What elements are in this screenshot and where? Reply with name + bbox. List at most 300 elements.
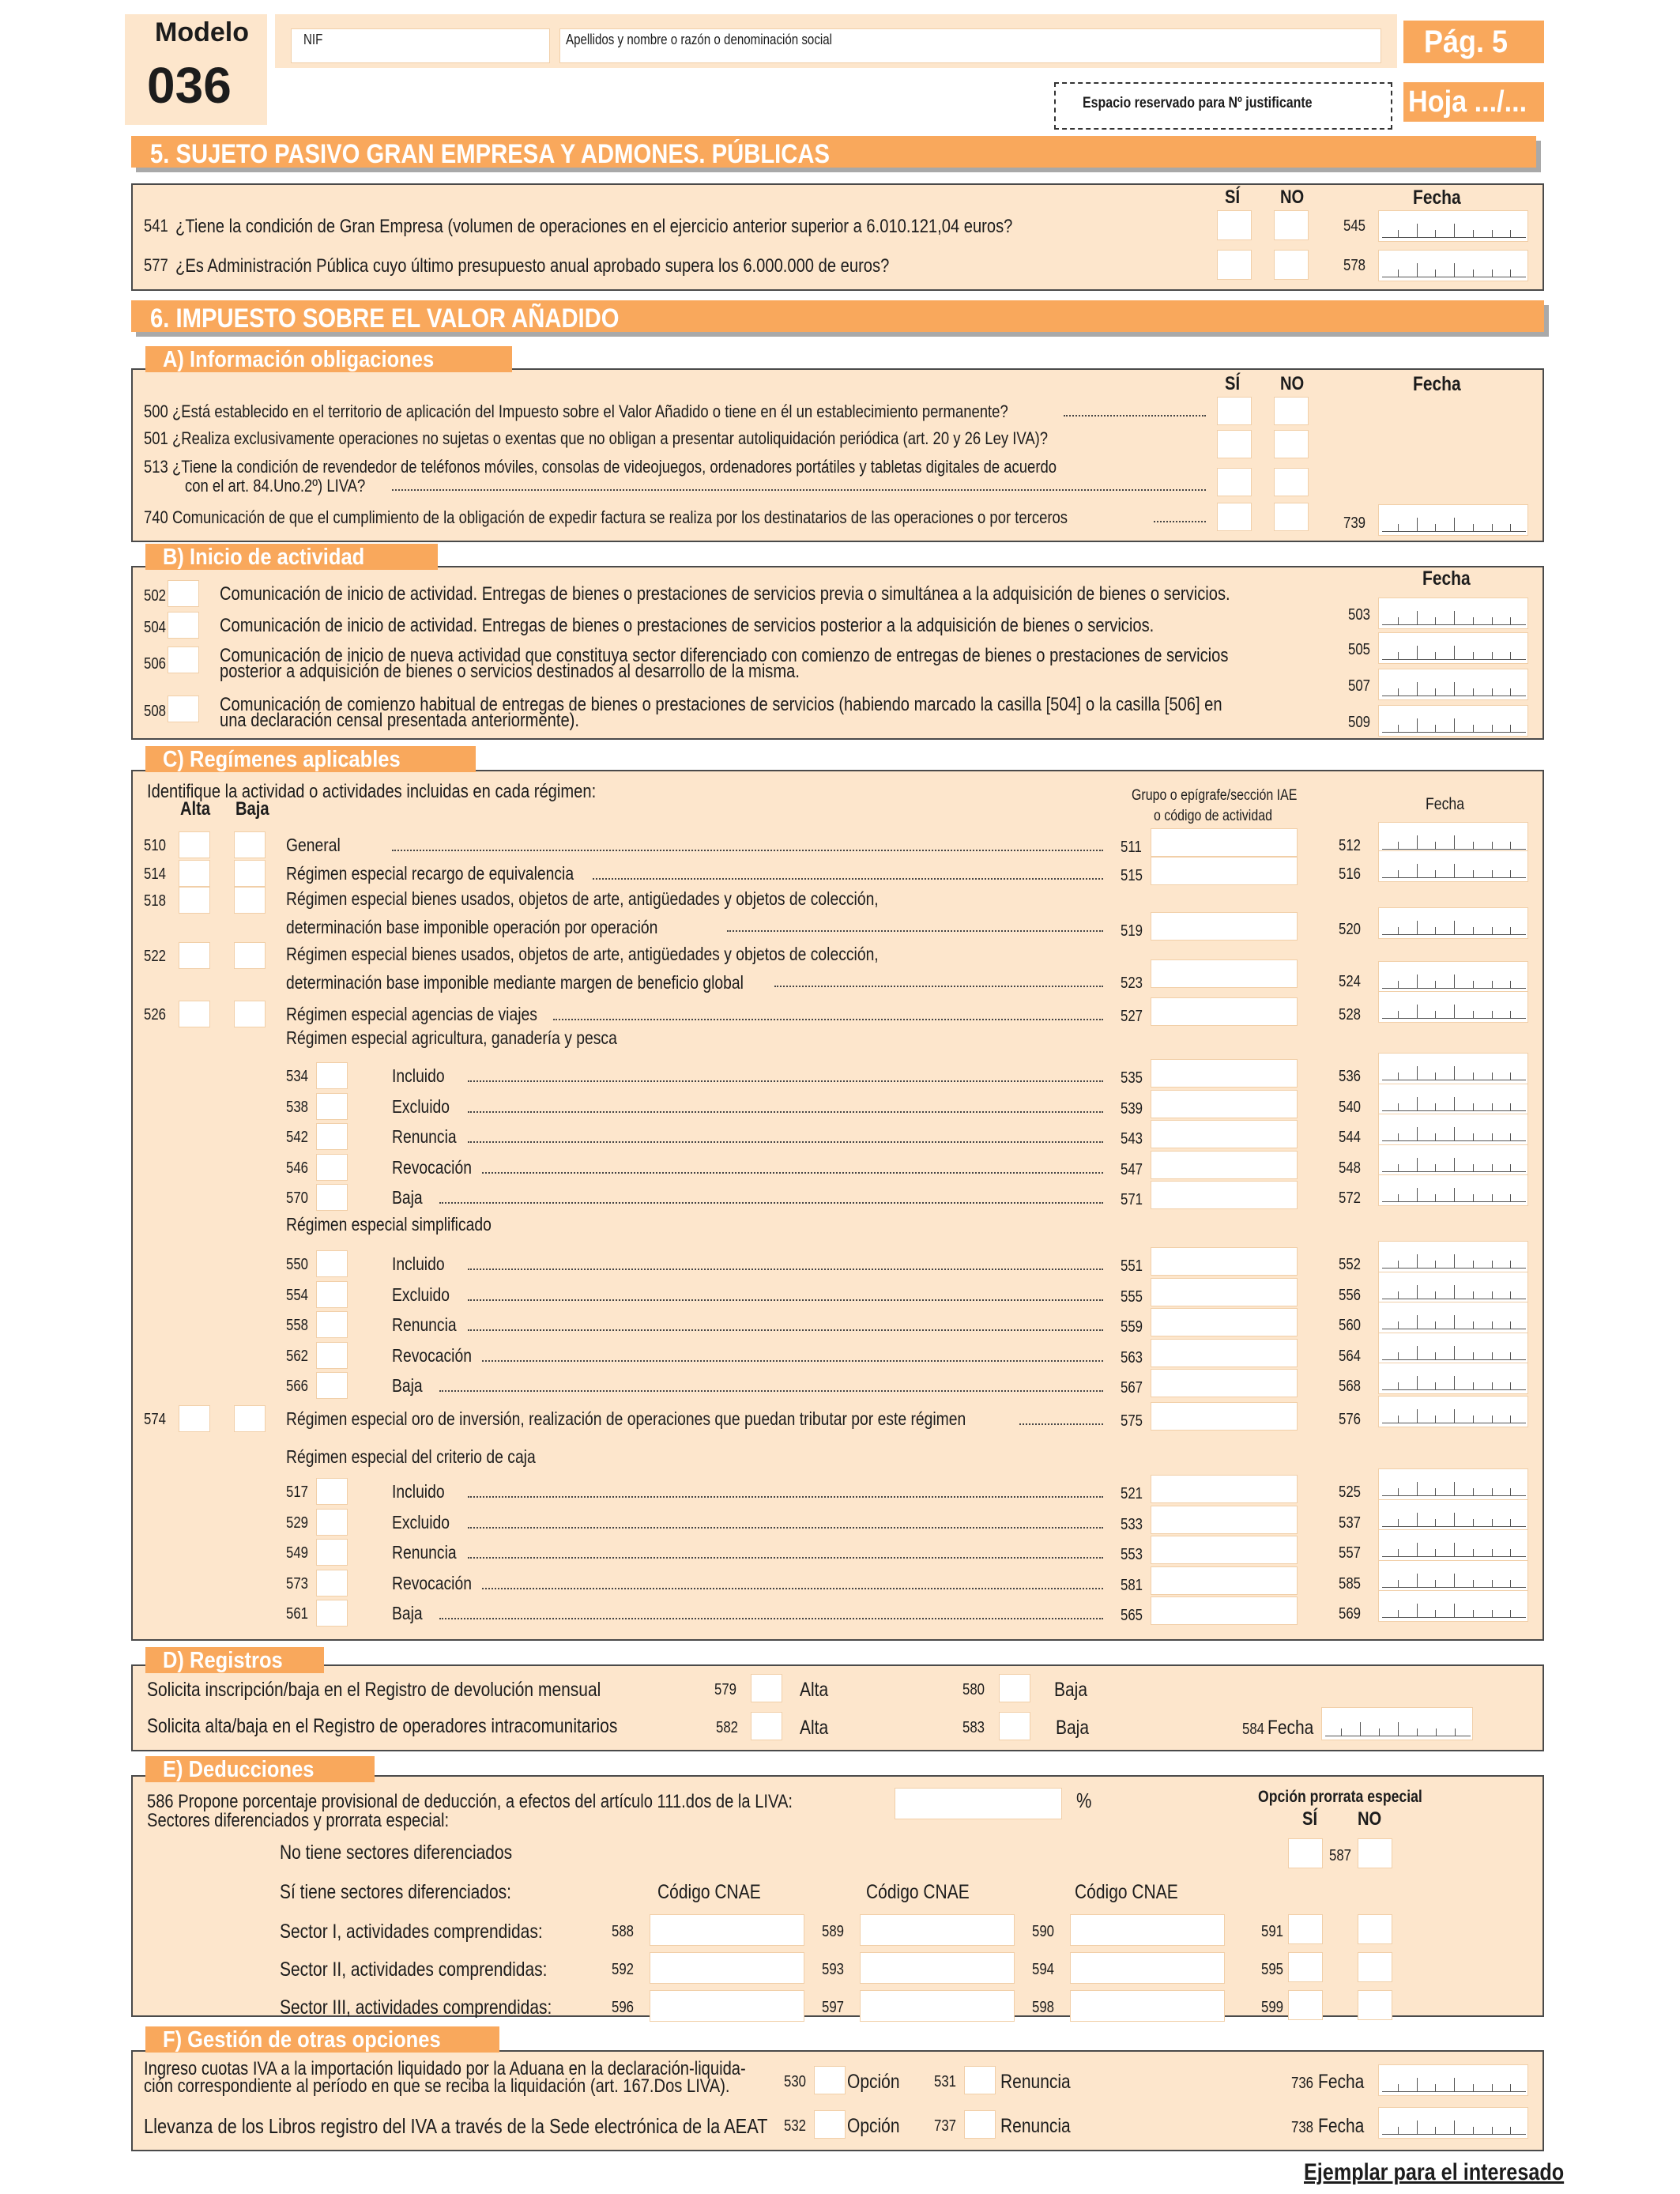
baja-checkbox-510[interactable] bbox=[234, 831, 266, 858]
code-519: 519 bbox=[1121, 922, 1143, 940]
si-tiene-sectores-label: Sí tiene sectores diferenciados: bbox=[280, 1881, 512, 1903]
porcentaje-deduccion-input[interactable] bbox=[895, 1788, 1062, 1819]
grupo-field-547[interactable] bbox=[1151, 1151, 1298, 1179]
code-583: 583 bbox=[962, 1719, 985, 1736]
sec5-row-text: ¿Es Administración Pública cuyo último presupuesto anual aprobado supera los 6.000.000 de euros? bbox=[175, 255, 890, 277]
prorrata-si-checkbox-591[interactable] bbox=[1288, 1914, 1323, 1944]
fecha-736-label: Fecha bbox=[1318, 2071, 1365, 2093]
grupo-field-581[interactable] bbox=[1151, 1566, 1298, 1595]
pag-label: Pág. 5 bbox=[1424, 25, 1509, 59]
question-500: 500 ¿Está establecido en el territorio de aplicación del Impuesto sobre el Valor Añadido o tiene en él un establecimiento permanente? bbox=[144, 401, 1008, 421]
checkbox-502[interactable] bbox=[168, 580, 199, 607]
q740-no-checkbox[interactable] bbox=[1274, 503, 1309, 531]
leader-dots bbox=[468, 1556, 1103, 1559]
code-599: 599 bbox=[1261, 1999, 1284, 2016]
leader-dots bbox=[482, 1171, 1103, 1174]
sec6a-no-label: NO bbox=[1280, 373, 1305, 394]
checkbox-531[interactable] bbox=[964, 2066, 996, 2094]
baja-label: Baja bbox=[1056, 1717, 1090, 1739]
section-6f-header: F) Gestión de otras opciones bbox=[145, 2026, 499, 2053]
regime-522-label: Régimen especial bienes usados, objetos de arte, antigüedades y objetos de colección, bbox=[286, 944, 879, 964]
libros-registro-label: Llevanza de los Libros registro del IVA a través de la Sede electrónica de la AEAT bbox=[144, 2114, 768, 2138]
prorrata-si-label: SÍ bbox=[1302, 1808, 1318, 1830]
sector-2-label: Sector II, actividades comprendidas: bbox=[280, 1958, 548, 1981]
alta-checkbox-510[interactable] bbox=[179, 831, 210, 858]
grupo-field-571[interactable] bbox=[1151, 1181, 1298, 1209]
leader-dots bbox=[593, 877, 1103, 880]
code-553: 553 bbox=[1121, 1546, 1143, 1563]
code-590: 590 bbox=[1032, 1923, 1055, 1940]
row-506-text-1: Comunicación de inicio de nueva actividad que constituya sector diferenciado con comienzo de entregas de bienes o prestaciones de servicios bbox=[220, 645, 1229, 666]
leader-dots bbox=[482, 1359, 1103, 1362]
row-508-text-2: una declaración censal presentada anteriormente). bbox=[220, 710, 580, 731]
date-field-540[interactable] bbox=[1378, 1084, 1528, 1115]
date-field-736[interactable] bbox=[1378, 2064, 1528, 2096]
sector-3-label: Sector III, actividades comprendidas: bbox=[280, 1996, 552, 2019]
code-560: 560 bbox=[1339, 1317, 1362, 1334]
code-738: 738 bbox=[1291, 2119, 1314, 2136]
regime-538-label: Excluido bbox=[392, 1096, 450, 1117]
regime-534-label: Incluido bbox=[392, 1065, 445, 1086]
checkbox-570[interactable] bbox=[316, 1184, 348, 1211]
date-field-569[interactable] bbox=[1378, 1590, 1528, 1622]
code-540: 540 bbox=[1339, 1099, 1362, 1116]
code-556: 556 bbox=[1339, 1287, 1362, 1304]
grupo-field-565[interactable] bbox=[1151, 1596, 1298, 1625]
q501-si-checkbox[interactable] bbox=[1217, 430, 1252, 458]
code-594: 594 bbox=[1032, 1961, 1055, 1978]
checkbox-573[interactable] bbox=[316, 1570, 348, 1596]
regime-573-label: Revocación bbox=[392, 1573, 472, 1593]
date-field-576[interactable] bbox=[1378, 1396, 1528, 1427]
prorrata-si-checkbox-595[interactable] bbox=[1288, 1952, 1323, 1982]
date-field-516[interactable] bbox=[1378, 850, 1528, 882]
alta-label: Alta bbox=[800, 1679, 829, 1701]
question-740: 740 Comunicación de que el cumplimiento de la obligación de expedir factura se realiza por los destinatarios de las operaciones o por terceros bbox=[144, 507, 1068, 527]
nif-label: NIF bbox=[303, 32, 323, 47]
modelo-label: Modelo bbox=[155, 17, 249, 47]
checkbox-538[interactable] bbox=[316, 1093, 348, 1120]
checkbox-508[interactable] bbox=[168, 696, 199, 722]
gran-empresa-si-checkbox[interactable] bbox=[1217, 210, 1252, 240]
criterio-caja-title: Régimen especial del criterio de caja bbox=[286, 1446, 536, 1467]
regime-574-label: Régimen especial oro de inversión, realización de operaciones que puedan tributar por este régimen bbox=[286, 1408, 966, 1429]
code-589: 589 bbox=[822, 1923, 845, 1940]
checkbox-550[interactable] bbox=[316, 1250, 348, 1277]
row-508-text-1: Comunicación de comienzo habitual de entregas de bienes o prestaciones de servicios (habiendo marcado la casilla [504] o la casilla [506] en bbox=[220, 694, 1222, 715]
date-field-503[interactable] bbox=[1378, 598, 1528, 629]
code-561: 561 bbox=[286, 1605, 309, 1623]
simplificado-title: Régimen especial simplificado bbox=[286, 1214, 492, 1235]
c-fecha-label: Fecha bbox=[1426, 795, 1465, 813]
cnae-field-592[interactable] bbox=[650, 1952, 804, 1984]
cnae-field-593[interactable] bbox=[860, 1952, 1015, 1984]
code-597: 597 bbox=[822, 1999, 845, 2016]
code-527: 527 bbox=[1121, 1008, 1143, 1025]
date-field-537[interactable] bbox=[1378, 1499, 1528, 1531]
alta-checkbox-518[interactable] bbox=[179, 887, 210, 914]
code-520: 520 bbox=[1339, 921, 1362, 938]
grupo-field-575[interactable] bbox=[1151, 1402, 1298, 1431]
cnae-field-594[interactable] bbox=[1070, 1952, 1225, 1984]
cnae-field-597[interactable] bbox=[860, 1990, 1015, 2022]
question-513-line2: con el art. 84.Uno.2º) LIVA? bbox=[185, 476, 366, 496]
baja-column-label: Baja bbox=[235, 798, 269, 820]
date-field-536[interactable] bbox=[1378, 1053, 1528, 1084]
date-field-524[interactable] bbox=[1378, 961, 1528, 993]
checkbox-579[interactable] bbox=[751, 1674, 782, 1702]
code-503: 503 bbox=[1348, 606, 1371, 624]
grupo-field-551[interactable] bbox=[1151, 1247, 1298, 1276]
baja-checkbox-514[interactable] bbox=[234, 860, 266, 887]
admon-publica-si-checkbox[interactable] bbox=[1217, 250, 1252, 280]
code-507: 507 bbox=[1348, 677, 1371, 695]
regime-514-label: Régimen especial recargo de equivalencia bbox=[286, 863, 574, 884]
q500-si-checkbox[interactable] bbox=[1217, 397, 1252, 425]
grupo-field-523[interactable] bbox=[1151, 959, 1298, 988]
code-581: 581 bbox=[1121, 1577, 1143, 1594]
code-542: 542 bbox=[286, 1129, 309, 1146]
code-506: 506 bbox=[144, 655, 167, 673]
cnae-field-596[interactable] bbox=[650, 1990, 804, 2022]
date-field-528[interactable] bbox=[1378, 991, 1528, 1023]
code-549: 549 bbox=[286, 1544, 309, 1562]
checkbox-558[interactable] bbox=[316, 1311, 348, 1338]
code-587: 587 bbox=[1329, 1847, 1352, 1864]
date-field-505[interactable] bbox=[1378, 632, 1528, 664]
code-545: 545 bbox=[1343, 217, 1366, 235]
checkbox-529[interactable] bbox=[316, 1509, 348, 1536]
row-502-text: Comunicación de inicio de actividad. Entregas de bienes o prestaciones de servicios previa o simultánea a la adquisición de bienes o servicios. bbox=[220, 583, 1230, 605]
alta-checkbox-574[interactable] bbox=[179, 1405, 210, 1432]
code-536: 536 bbox=[1339, 1068, 1362, 1085]
code-584: 584 bbox=[1242, 1721, 1265, 1738]
code-529: 529 bbox=[286, 1514, 309, 1532]
no-tiene-sectores-label: No tiene sectores diferenciados bbox=[280, 1842, 513, 1864]
regime-558-label: Renuncia bbox=[392, 1314, 457, 1335]
row-504-text: Comunicación de inicio de actividad. Entregas de bienes o prestaciones de servicios posterior a la adquisición de bienes o servicios. bbox=[220, 615, 1155, 636]
date-field-585[interactable] bbox=[1378, 1560, 1528, 1592]
leader-dots bbox=[468, 1329, 1103, 1331]
regime-517-label: Incluido bbox=[392, 1481, 445, 1502]
code-512: 512 bbox=[1339, 837, 1362, 854]
code-532: 532 bbox=[784, 2117, 807, 2135]
grupo-field-539[interactable] bbox=[1151, 1090, 1298, 1118]
q513-si-checkbox[interactable] bbox=[1217, 468, 1252, 496]
regime-554-label: Excluido bbox=[392, 1284, 450, 1305]
q500-no-checkbox[interactable] bbox=[1274, 397, 1309, 425]
checkbox-549[interactable] bbox=[316, 1539, 348, 1566]
checkbox-583[interactable] bbox=[999, 1712, 1030, 1740]
code-552: 552 bbox=[1339, 1256, 1362, 1273]
leader-dots bbox=[439, 1617, 1103, 1619]
grupo-field-511[interactable] bbox=[1151, 828, 1298, 857]
date-field-739[interactable] bbox=[1378, 504, 1528, 536]
modelo-number: 036 bbox=[147, 57, 232, 114]
code-508: 508 bbox=[144, 703, 167, 720]
no-tiene-sectores-checkbox[interactable] bbox=[1288, 1838, 1323, 1868]
checkbox-554[interactable] bbox=[316, 1281, 348, 1308]
code-563: 563 bbox=[1121, 1349, 1143, 1367]
date-field-509[interactable] bbox=[1378, 705, 1528, 737]
hoja-label: Hoja .../... bbox=[1408, 85, 1527, 119]
code-548: 548 bbox=[1339, 1159, 1362, 1177]
code-562: 562 bbox=[286, 1348, 309, 1365]
code-514: 514 bbox=[144, 865, 167, 883]
leader-dots bbox=[392, 849, 1103, 851]
code-505: 505 bbox=[1348, 641, 1371, 658]
code-526: 526 bbox=[144, 1006, 167, 1023]
code-504: 504 bbox=[144, 619, 167, 636]
code-592: 592 bbox=[612, 1961, 635, 1978]
code-558: 558 bbox=[286, 1317, 309, 1334]
leader-dots bbox=[553, 1018, 1103, 1020]
date-field-572[interactable] bbox=[1378, 1174, 1528, 1206]
grupo-field-567[interactable] bbox=[1151, 1369, 1298, 1397]
sectores-label: Sectores diferenciados y prorrata especial: bbox=[147, 1810, 450, 1831]
code-539: 539 bbox=[1121, 1100, 1143, 1118]
section-6e-header: E) Deducciones bbox=[145, 1756, 375, 1782]
sector-1-label: Sector I, actividades comprendidas: bbox=[280, 1921, 543, 1943]
checkbox-737[interactable] bbox=[964, 2110, 996, 2139]
regime-570-label: Baja bbox=[392, 1187, 423, 1208]
question-513-line1: 513 ¿Tiene la condición de revendedor de teléfonos móviles, consolas de videojuegos, ordenadores portátiles y tabletas digitales de acuerdo bbox=[144, 457, 1057, 477]
code-538: 538 bbox=[286, 1099, 309, 1116]
section-6b-header: B) Inicio de actividad bbox=[145, 544, 438, 570]
grupo-field-559[interactable] bbox=[1151, 1308, 1298, 1336]
checkbox-562[interactable] bbox=[316, 1342, 348, 1369]
cnae-field-590[interactable] bbox=[1070, 1914, 1225, 1946]
date-field-548[interactable] bbox=[1378, 1144, 1528, 1176]
grupo-field-533[interactable] bbox=[1151, 1506, 1298, 1534]
grupo-field-515[interactable] bbox=[1151, 857, 1298, 885]
renuncia-label: Renuncia bbox=[1000, 2115, 1071, 2137]
code-736: 736 bbox=[1291, 2075, 1314, 2092]
baja-label: Baja bbox=[1054, 1679, 1088, 1701]
code-593: 593 bbox=[822, 1961, 845, 1978]
sec6a-si-label: SÍ bbox=[1225, 373, 1241, 394]
date-field-525[interactable] bbox=[1378, 1468, 1528, 1500]
checkbox-532[interactable] bbox=[814, 2110, 846, 2139]
code-517: 517 bbox=[286, 1483, 309, 1501]
checkbox-580[interactable] bbox=[999, 1674, 1030, 1702]
code-502: 502 bbox=[144, 587, 167, 605]
section-5-header: 5. SUJETO PASIVO GRAN EMPRESA Y ADMONES. PÚBLICAS bbox=[131, 136, 1536, 168]
regime-526-label: Régimen especial agencias de viajes bbox=[286, 1004, 537, 1024]
deduccion-586-label: 586 Propone porcentaje provisional de deducción, a efectos del artículo 111.dos de la LIVA: bbox=[147, 1791, 793, 1812]
registro-intracomunitarios-label: Solicita alta/baja en el Registro de operadores intracomunitarios bbox=[147, 1715, 618, 1737]
date-field-568[interactable] bbox=[1378, 1363, 1528, 1394]
date-field-584[interactable] bbox=[1321, 1707, 1473, 1740]
code-518: 518 bbox=[144, 892, 167, 910]
date-field-544[interactable] bbox=[1378, 1114, 1528, 1145]
leader-dots bbox=[468, 1140, 1103, 1143]
regime-522-label-2: determinación base imponible mediante margen de beneficio global bbox=[286, 972, 744, 993]
grupo-field-543[interactable] bbox=[1151, 1120, 1298, 1148]
baja-checkbox-574[interactable] bbox=[234, 1405, 266, 1432]
code-530: 530 bbox=[784, 2073, 807, 2090]
agricultura-title: Régimen especial agricultura, ganadería y pesca bbox=[286, 1027, 617, 1048]
code-557: 557 bbox=[1339, 1544, 1362, 1562]
q513-no-checkbox[interactable] bbox=[1274, 468, 1309, 496]
regime-518-label-2: determinación base imponible operación por operación bbox=[286, 917, 658, 937]
code-566: 566 bbox=[286, 1378, 309, 1395]
regime-549-label: Renuncia bbox=[392, 1542, 457, 1563]
leader-dots bbox=[468, 1526, 1103, 1529]
grupo-field-519[interactable] bbox=[1151, 912, 1298, 941]
sec5-no-label: NO bbox=[1280, 187, 1305, 208]
code-574: 574 bbox=[144, 1411, 167, 1428]
baja-checkbox-522[interactable] bbox=[234, 942, 266, 969]
admon-publica-no-checkbox[interactable] bbox=[1274, 250, 1309, 280]
fecha-584-label: Fecha bbox=[1268, 1717, 1314, 1739]
date-field-564[interactable] bbox=[1378, 1333, 1528, 1364]
prorrata-si-checkbox-599[interactable] bbox=[1288, 1990, 1323, 2020]
date-field-560[interactable] bbox=[1378, 1302, 1528, 1333]
justificante-label: Espacio reservado para Nº justificante bbox=[1083, 95, 1313, 111]
baja-checkbox-518[interactable] bbox=[234, 887, 266, 914]
ingreso-cuotas-label-1: Ingreso cuotas IVA a la importación liquidado por la Aduana en la declaración-liquida- bbox=[144, 2058, 746, 2079]
question-501: 501 ¿Realiza exclusivamente operaciones no sujetas o exentas que no obligan a presentar autoliquidación periódica (art. 20 y 26 Ley IVA)? bbox=[144, 428, 1049, 448]
grupo-field-555[interactable] bbox=[1151, 1278, 1298, 1306]
alta-checkbox-514[interactable] bbox=[179, 860, 210, 887]
cnae-field-598[interactable] bbox=[1070, 1990, 1225, 2022]
baja-checkbox-526[interactable] bbox=[234, 1001, 266, 1027]
q501-no-checkbox[interactable] bbox=[1274, 430, 1309, 458]
code-551: 551 bbox=[1121, 1257, 1143, 1275]
cnae-field-588[interactable] bbox=[650, 1914, 804, 1946]
fecha-738-label: Fecha bbox=[1318, 2115, 1365, 2137]
checkbox-587[interactable] bbox=[1358, 1838, 1392, 1868]
code-737: 737 bbox=[934, 2117, 957, 2135]
checkbox-561[interactable] bbox=[316, 1600, 348, 1627]
prorrata-no-checkbox-591[interactable] bbox=[1358, 1914, 1392, 1944]
code-582: 582 bbox=[716, 1719, 739, 1736]
leader-dots bbox=[468, 1268, 1103, 1270]
regime-529-label: Excluido bbox=[392, 1512, 450, 1532]
checkbox-566[interactable] bbox=[316, 1372, 348, 1399]
checkbox-582[interactable] bbox=[751, 1712, 782, 1740]
leader-dots bbox=[439, 1201, 1103, 1204]
leader-dots bbox=[392, 488, 1206, 491]
date-field-738[interactable] bbox=[1378, 2107, 1528, 2139]
date-field-557[interactable] bbox=[1378, 1529, 1528, 1561]
regime-510-label: General bbox=[286, 835, 341, 855]
code-546: 546 bbox=[286, 1159, 309, 1177]
date-field-556[interactable] bbox=[1378, 1272, 1528, 1303]
date-field-512[interactable] bbox=[1378, 822, 1528, 854]
sec5-row-code: 541 bbox=[144, 216, 168, 236]
prorrata-no-checkbox-599[interactable] bbox=[1358, 1990, 1392, 2020]
grupo-header-2: o código de actividad bbox=[1154, 808, 1272, 824]
percent-sign: % bbox=[1076, 1789, 1092, 1812]
section-6d-header: D) Registros bbox=[145, 1647, 324, 1673]
code-525: 525 bbox=[1339, 1483, 1362, 1501]
code-509: 509 bbox=[1348, 714, 1371, 731]
code-544: 544 bbox=[1339, 1129, 1362, 1146]
prorrata-no-checkbox-595[interactable] bbox=[1358, 1952, 1392, 1982]
regime-518-label: Régimen especial bienes usados, objetos de arte, antigüedades y objetos de colección, bbox=[286, 888, 879, 909]
date-field-507[interactable] bbox=[1378, 669, 1528, 700]
code-521: 521 bbox=[1121, 1485, 1143, 1502]
regimenes-intro: Identifique la actividad o actividades incluidas en cada régimen: bbox=[147, 781, 597, 802]
grupo-field-527[interactable] bbox=[1151, 997, 1298, 1026]
date-field-552[interactable] bbox=[1378, 1241, 1528, 1272]
code-543: 543 bbox=[1121, 1130, 1143, 1148]
footer-ejemplar: Ejemplar para el interesado bbox=[1304, 2159, 1565, 2185]
leader-dots bbox=[774, 985, 1103, 987]
nombre-label: Apellidos y nombre o razón o denominación social bbox=[566, 32, 833, 47]
grupo-field-535[interactable] bbox=[1151, 1059, 1298, 1088]
code-578: 578 bbox=[1343, 257, 1366, 274]
checkbox-542[interactable] bbox=[316, 1123, 348, 1150]
grupo-field-521[interactable] bbox=[1151, 1475, 1298, 1503]
grupo-field-553[interactable] bbox=[1151, 1536, 1298, 1564]
prorrata-no-label: NO bbox=[1358, 1808, 1382, 1830]
q740-checkbox[interactable] bbox=[1217, 503, 1252, 531]
alta-checkbox-522[interactable] bbox=[179, 942, 210, 969]
code-570: 570 bbox=[286, 1189, 309, 1207]
cnae-field-589[interactable] bbox=[860, 1914, 1015, 1946]
leader-dots bbox=[1154, 520, 1206, 522]
code-550: 550 bbox=[286, 1256, 309, 1273]
code-591: 591 bbox=[1261, 1923, 1284, 1940]
regime-546-label: Revocación bbox=[392, 1157, 472, 1178]
section-6-header: 6. IMPUESTO SOBRE EL VALOR AÑADIDO bbox=[131, 300, 1544, 332]
code-579: 579 bbox=[714, 1681, 737, 1698]
code-533: 533 bbox=[1121, 1516, 1143, 1533]
sec6b-fecha-label: Fecha bbox=[1422, 567, 1471, 590]
gran-empresa-no-checkbox[interactable] bbox=[1274, 210, 1309, 240]
date-field-578[interactable] bbox=[1378, 250, 1528, 281]
checkbox-506[interactable] bbox=[168, 647, 199, 673]
section-6a-header: A) Información obligaciones bbox=[145, 346, 512, 372]
checkbox-546[interactable] bbox=[316, 1154, 348, 1181]
code-580: 580 bbox=[962, 1681, 985, 1698]
opcion-label: Opción bbox=[847, 2071, 900, 2093]
code-564: 564 bbox=[1339, 1348, 1362, 1365]
code-572: 572 bbox=[1339, 1189, 1362, 1207]
checkbox-504[interactable] bbox=[168, 612, 199, 639]
code-588: 588 bbox=[612, 1923, 635, 1940]
code-515: 515 bbox=[1121, 867, 1143, 884]
regime-542-label: Renuncia bbox=[392, 1126, 457, 1147]
code-554: 554 bbox=[286, 1287, 309, 1304]
code-535: 535 bbox=[1121, 1069, 1143, 1087]
code-547: 547 bbox=[1121, 1161, 1143, 1178]
leader-dots bbox=[468, 1495, 1103, 1498]
code-511: 511 bbox=[1121, 839, 1142, 856]
date-field-520[interactable] bbox=[1378, 907, 1528, 939]
checkbox-534[interactable] bbox=[316, 1062, 348, 1089]
leader-dots bbox=[1064, 414, 1206, 417]
grupo-field-563[interactable] bbox=[1151, 1339, 1298, 1367]
date-field-545[interactable] bbox=[1378, 210, 1528, 242]
alta-checkbox-526[interactable] bbox=[179, 1001, 210, 1027]
cnae-header-3: Código CNAE bbox=[1075, 1881, 1178, 1903]
nif-field[interactable] bbox=[291, 28, 550, 63]
code-596: 596 bbox=[612, 1999, 635, 2016]
regime-561-label: Baja bbox=[392, 1603, 423, 1623]
code-555: 555 bbox=[1121, 1288, 1143, 1306]
regime-566-label: Baja bbox=[392, 1375, 423, 1396]
checkbox-517[interactable] bbox=[316, 1478, 348, 1505]
grupo-header-1: Grupo o epígrafe/sección IAE bbox=[1132, 787, 1298, 804]
sec6a-fecha-label: Fecha bbox=[1413, 373, 1461, 395]
code-559: 559 bbox=[1121, 1318, 1143, 1336]
checkbox-530[interactable] bbox=[814, 2066, 846, 2094]
sec5-si-label: SÍ bbox=[1225, 187, 1241, 208]
